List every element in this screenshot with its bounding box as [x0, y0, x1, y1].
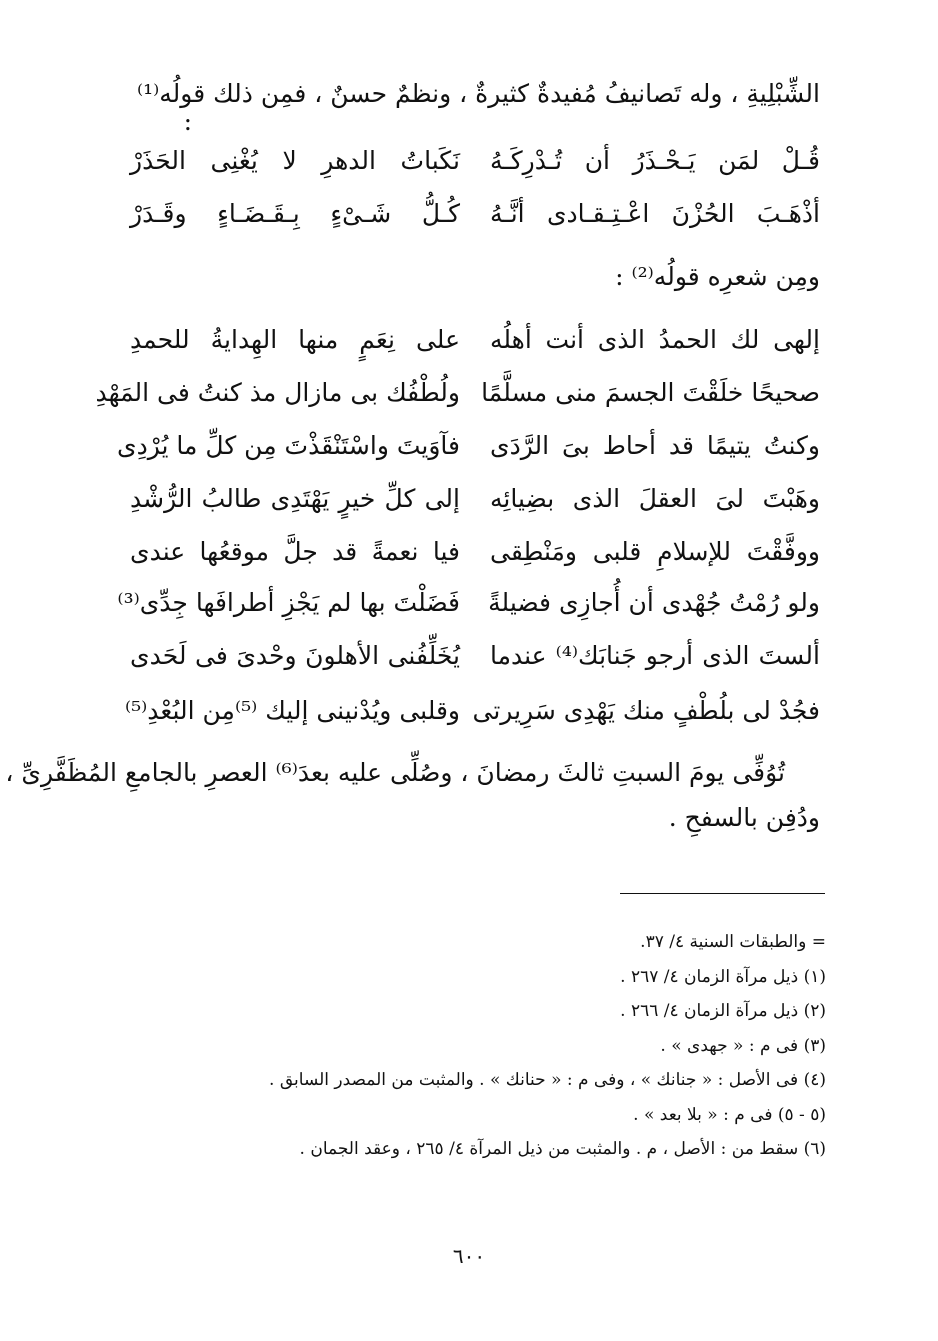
verse-line — [110, 638, 820, 678]
footnote-2: (٢) ذيل مرآة الزمان ٤/ ٢٦٦ . — [620, 1001, 826, 1021]
first-hemistich: قُـلْ لمَن يَـحْـذَرُ أن تُـدْرِكَـهُ — [490, 146, 820, 175]
verse-line — [110, 534, 820, 574]
second-hemistich: وقلبى ويُدْنينى إليك ⁽⁵⁾مِن البُعْدِ⁽⁵⁾ — [124, 696, 460, 725]
verse-line — [110, 143, 820, 183]
verse-line — [110, 693, 820, 733]
second-hemistich: فيا نعمةً قد جلَّ موقعُها عندى — [130, 537, 460, 566]
verse-line — [110, 481, 820, 521]
closing-paragraph — [5, 758, 820, 848]
second-hemistich: يُخَلِّفُنى الأهلونَ وحْدىَ فى لَحَدى — [130, 641, 460, 670]
first-hemistich: فجُدْ لى بلُطْفٍ منك يَهْدِى سَرِيرتى — [472, 696, 820, 725]
footnote-3: (٣) فى م : « جهدى » . — [660, 1035, 826, 1056]
intro-line-1: الشِّبْلِيةِ ، وله تَصانيفُ مُفيدةٌ كثيرةٌ ، ونظمٌ حسنٌ ، فمِن ذلك قولُه⁽¹⁾ — [136, 79, 820, 108]
first-hemistich: أذْهَـبَ الحُزْنَ اعْـتِـقـادى أنَّـهُ — [490, 199, 820, 228]
footnote-separator — [620, 893, 825, 894]
first-hemistich: ووفَّقْتَ للإسلامِ قلبى ومَنْطِقى — [490, 537, 820, 566]
closing-line-1: تُوُفِّى يومَ السبتِ ثالثَ رمضانَ ، وصُلِّى عليه بعدَ⁽⁶⁾ العصرِ بالجامعِ المُظَفَّرِىِّ ، — [5, 758, 785, 787]
footnote-4: (٤) فى الأصل : « جنانك » ، وفى م : « حنانك » . والمثبت من المصدر السابق . — [269, 1070, 826, 1090]
verse-line — [110, 428, 820, 468]
first-hemistich: ولو رُمْتُ جُهْدى أن أُجازِى فضيلةً — [488, 588, 820, 617]
verse-line — [95, 375, 820, 415]
second-hemistich: فآوَيتَ واسْتَنْقَذْتَ مِن كلِّ ما يُرْدِى — [117, 431, 460, 460]
transition-line: ومِن شعرِه قولُه⁽²⁾ : — [615, 262, 820, 291]
footnote-5: (٥ - ٥) فى م : « بلا بعد » . — [633, 1104, 826, 1125]
second-hemistich: نَكَباتُ الدهرِ لا يُغْنِى الحَذَرْ — [130, 146, 460, 175]
verse-line — [110, 585, 820, 625]
second-hemistich: على نِعَمٍ منها الهِدايةُ للحمدِ — [130, 325, 460, 354]
second-hemistich: كُـلُّ شَـىْءٍ بِـقَـضَـاءٍ وقَـدَرْ — [130, 199, 460, 228]
intro-line-2: : — [183, 107, 192, 136]
verse-line — [110, 196, 820, 236]
closing-line-2: ودُفِن بالسفحِ . — [668, 803, 820, 832]
footnotes — [126, 925, 826, 1167]
first-hemistich: وكنتُ يتيمًا قد أحاط بىَ الرَّدَى — [490, 431, 820, 460]
second-hemistich: ولُطْفُك بى مازال مذ كنتُ فى المَهْدِ — [95, 378, 460, 407]
first-hemistich: إلهى لك الحمدُ الذى أنت أهلُه — [490, 325, 820, 354]
first-hemistich: وهَبْتَ لىَ العقلَ الذى بضِيائِه — [490, 484, 820, 513]
footnote-1: (١) ذيل مرآة الزمان ٤/ ٢٦٧ . — [620, 966, 826, 987]
first-hemistich: ألستَ الذى أرجو جَنابَك⁽⁴⁾ عندما — [490, 641, 820, 670]
page-number: ٦٠٠ — [452, 1244, 486, 1268]
intro-paragraph — [108, 80, 820, 136]
second-hemistich: إلى كلِّ خيرٍ يَهْتَدِى طالبُ الرُّشْدِ — [130, 484, 460, 513]
footnote-6: (٦) سقط من : الأصل ، م . والمثبت من ذيل المرآة ٤/ ٢٦٥ ، وعقد الجمان . — [299, 1139, 826, 1159]
footnote-continuation: = والطبقات السنية ٤/ ٣٧. — [640, 932, 826, 952]
first-hemistich: صحيحًا خلَقْتَ الجسمَ منى مسلَّمًا — [481, 378, 820, 407]
verse-line — [110, 322, 820, 362]
second-hemistich: فَضَلْتَ بها لم يَجْزِ أطرافَها جِدِّى⁽³⁾ — [117, 588, 460, 617]
